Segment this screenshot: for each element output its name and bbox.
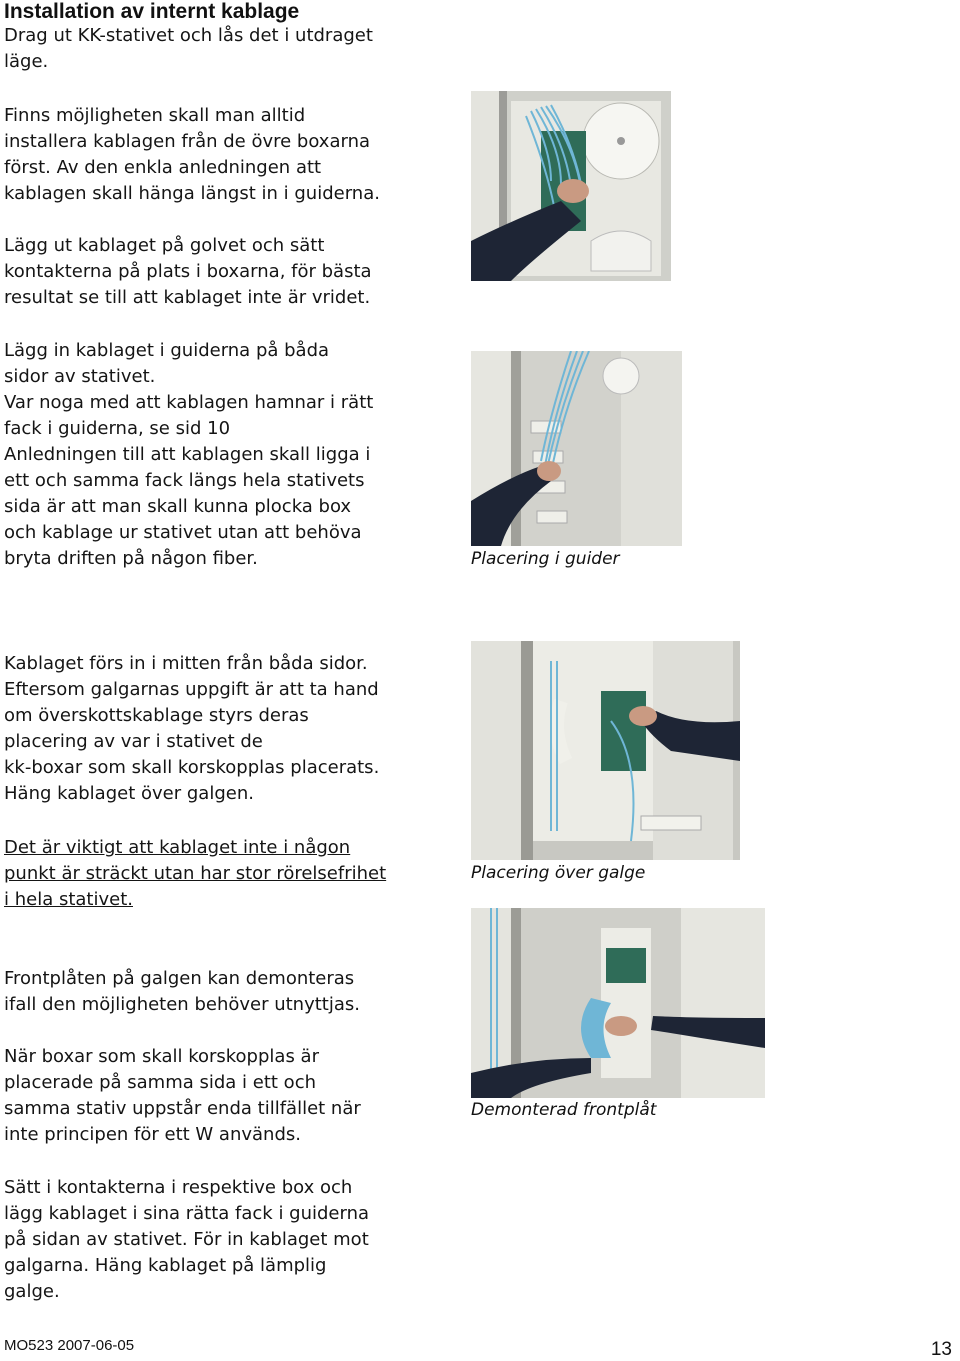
- page-title: Installation av internt kablage: [4, 0, 300, 23]
- paragraph-lay-out-cable: Lägg ut kablaget på golvet och sätt kontakterna på plats i boxarna, för bästa resultat se till att kablaget inte är vridet.: [4, 235, 372, 308]
- caption-placement-in-guides: Placering i guider: [471, 549, 620, 569]
- paragraph-important-no-tension: Det är viktigt att kablaget inte i någon punkt är sträckt utan har stor rörelsefrihet i hela stativet.: [4, 837, 387, 910]
- paragraph-front-plate-removable: Frontplåten på galgen kan demonteras ifall den möjligheten behöver utnyttjas.: [4, 968, 360, 1015]
- caption-removed-front-plate: Demonterad frontplåt: [471, 1100, 657, 1120]
- paragraph-same-side-crossconnect: När boxar som skall korskopplas är placerade på samma sida i ett och samma stativ uppstår enda tillfället när inte principen för ett W används.: [4, 1046, 361, 1145]
- paragraph-cable-middle-hangers: Kablaget förs in i mitten från båda sidor. Eftersom galgarnas uppgift är att ta hand om överskottskablage styrs deras placering av var i stativet de kk-boxar som skall korskopplas placerats. Häng kablaget över galgen.: [4, 653, 380, 804]
- photo-placement-over-hanger: [471, 641, 740, 860]
- paragraph-pull-out-rack: Drag ut KK-stativet och lås det i utdraget läge.: [4, 25, 373, 72]
- page-number: 13: [930, 1339, 952, 1360]
- paragraph-insert-connectors: Sätt i kontakterna i respektive box och lägg kablaget i sina rätta fack i guiderna på sidan av stativet. För in kablaget mot galgarna. Häng kablaget på lämplig galge.: [4, 1177, 370, 1302]
- paragraph-cable-in-guides: Lägg in kablaget i guiderna på båda sidor av stativet. Var noga med att kablagen hamnar i rätt fack i guiderna, se sid 10 Anledningen till att kablagen skall ligga i ett och samma fack längs hela stativets sida är att man skall kunna plocka box och kablage ur stativet utan att behöva bryta driften på någon fiber.: [4, 340, 374, 569]
- photo-placement-in-guides: [471, 351, 682, 546]
- photo-connecting-box: [471, 91, 671, 281]
- footer-doc-id: MO523 2007-06-05: [4, 1337, 135, 1354]
- photo-removed-front-plate: [471, 908, 765, 1098]
- paragraph-upper-boxes-first: Finns möjligheten skall man alltid installera kablagen från de övre boxarna först. Av den enkla anledningen att kablagen skall hänga längst in i guiderna.: [4, 105, 380, 204]
- caption-placement-over-hanger: Placering över galge: [471, 863, 646, 883]
